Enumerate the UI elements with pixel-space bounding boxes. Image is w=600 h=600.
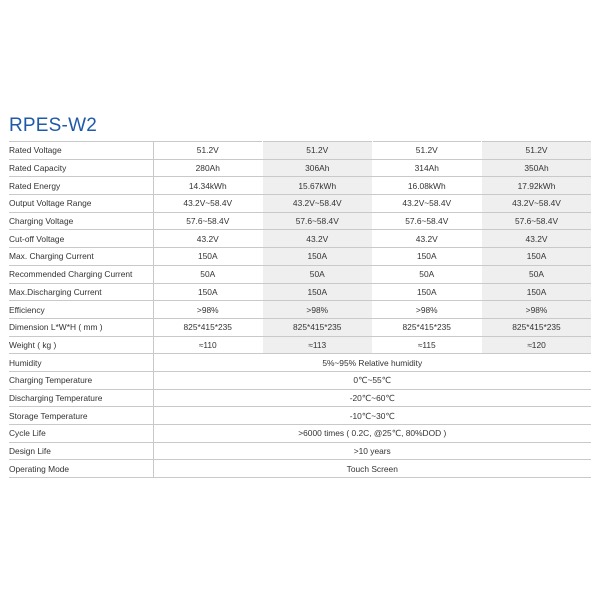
row-label: Efficiency (9, 301, 153, 319)
row-label: Recommended Charging Current (9, 265, 153, 283)
cell-value: 150A (372, 283, 482, 301)
row-label: Dimension L*W*H ( mm ) (9, 318, 153, 336)
cell-value: 51.2V (482, 142, 592, 160)
cell-value: 51.2V (372, 142, 482, 160)
cell-value: 150A (153, 283, 263, 301)
cell-value: 280Ah (153, 159, 263, 177)
table-row (9, 371, 591, 389)
table-row (9, 460, 591, 478)
cell-value: Touch Screen (153, 460, 591, 478)
cell-value: >6000 times ( 0.2C, @25℃, 80%DOD ) (153, 425, 591, 443)
row-label: Storage Temperature (9, 407, 153, 425)
cell-value: 15.67kWh (263, 177, 373, 195)
cell-value: 43.2V~58.4V (372, 195, 482, 213)
table-row (9, 301, 591, 319)
cell-value: 43.2V~58.4V (153, 195, 263, 213)
table-row (9, 336, 591, 354)
cell-value: 51.2V (153, 142, 263, 160)
table-row (9, 283, 591, 301)
cell-value: 43.2V~58.4V (482, 195, 592, 213)
table-row (9, 230, 591, 248)
cell-value: ≈120 (482, 336, 592, 354)
cell-value: ≈115 (372, 336, 482, 354)
cell-value: 825*415*235 (263, 318, 373, 336)
cell-value: 825*415*235 (482, 318, 592, 336)
table-row (9, 407, 591, 425)
cell-value: 150A (482, 283, 592, 301)
cell-value: 43.2V (153, 230, 263, 248)
table-row (9, 212, 591, 230)
table-row (9, 142, 591, 160)
cell-value: 150A (482, 248, 592, 266)
cell-value: 57.6~58.4V (153, 212, 263, 230)
row-label: Max. Charging Current (9, 248, 153, 266)
cell-value: 43.2V~58.4V (263, 195, 373, 213)
row-label: Cycle Life (9, 425, 153, 443)
cell-value: 350Ah (482, 159, 592, 177)
table-row (9, 318, 591, 336)
table-row (9, 354, 591, 372)
cell-value: 43.2V (372, 230, 482, 248)
cell-value: 150A (372, 248, 482, 266)
row-label: Charging Temperature (9, 371, 153, 389)
cell-value: 150A (263, 248, 373, 266)
cell-value: 150A (263, 283, 373, 301)
cell-value: 57.6~58.4V (482, 212, 592, 230)
cell-value: -10℃~30℃ (153, 407, 591, 425)
table-row (9, 177, 591, 195)
row-label: Design Life (9, 442, 153, 460)
cell-value: 825*415*235 (153, 318, 263, 336)
spec-table (9, 141, 591, 478)
row-label: Cut-off Voltage (9, 230, 153, 248)
cell-value: 57.6~58.4V (263, 212, 373, 230)
table-row (9, 442, 591, 460)
row-label: Charging Voltage (9, 212, 153, 230)
row-label: Operating Mode (9, 460, 153, 478)
row-label: Weight ( kg ) (9, 336, 153, 354)
row-label: Rated Energy (9, 177, 153, 195)
cell-value: 50A (263, 265, 373, 283)
cell-value: 43.2V (263, 230, 373, 248)
cell-value: 51.2V (263, 142, 373, 160)
page-title: RPES-W2 (9, 115, 97, 136)
row-label: Max.Discharging Current (9, 283, 153, 301)
cell-value: 17.92kWh (482, 177, 592, 195)
table-row (9, 425, 591, 443)
row-label: Rated Capacity (9, 159, 153, 177)
cell-value: 50A (372, 265, 482, 283)
row-label: Humidity (9, 354, 153, 372)
row-label: Output Voltage Range (9, 195, 153, 213)
cell-value: 57.6~58.4V (372, 212, 482, 230)
cell-value: 314Ah (372, 159, 482, 177)
table-row (9, 195, 591, 213)
cell-value: 43.2V (482, 230, 592, 248)
cell-value: ≈113 (263, 336, 373, 354)
cell-value: >98% (482, 301, 592, 319)
cell-value: 825*415*235 (372, 318, 482, 336)
cell-value: >98% (153, 301, 263, 319)
cell-value: >10 years (153, 442, 591, 460)
cell-value: 14.34kWh (153, 177, 263, 195)
table-row (9, 248, 591, 266)
cell-value: 50A (482, 265, 592, 283)
cell-value: ≈110 (153, 336, 263, 354)
row-label: Rated Voltage (9, 142, 153, 160)
cell-value: 50A (153, 265, 263, 283)
cell-value: >98% (263, 301, 373, 319)
table-row (9, 265, 591, 283)
cell-value: 0℃~55℃ (153, 371, 591, 389)
cell-value: 5%~95% Relative humidity (153, 354, 591, 372)
table-row (9, 159, 591, 177)
row-label: Discharging Temperature (9, 389, 153, 407)
cell-value: -20℃~60℃ (153, 389, 591, 407)
spec-table-body (9, 142, 591, 478)
cell-value: 16.08kWh (372, 177, 482, 195)
cell-value: 306Ah (263, 159, 373, 177)
cell-value: 150A (153, 248, 263, 266)
cell-value: >98% (372, 301, 482, 319)
table-row (9, 389, 591, 407)
